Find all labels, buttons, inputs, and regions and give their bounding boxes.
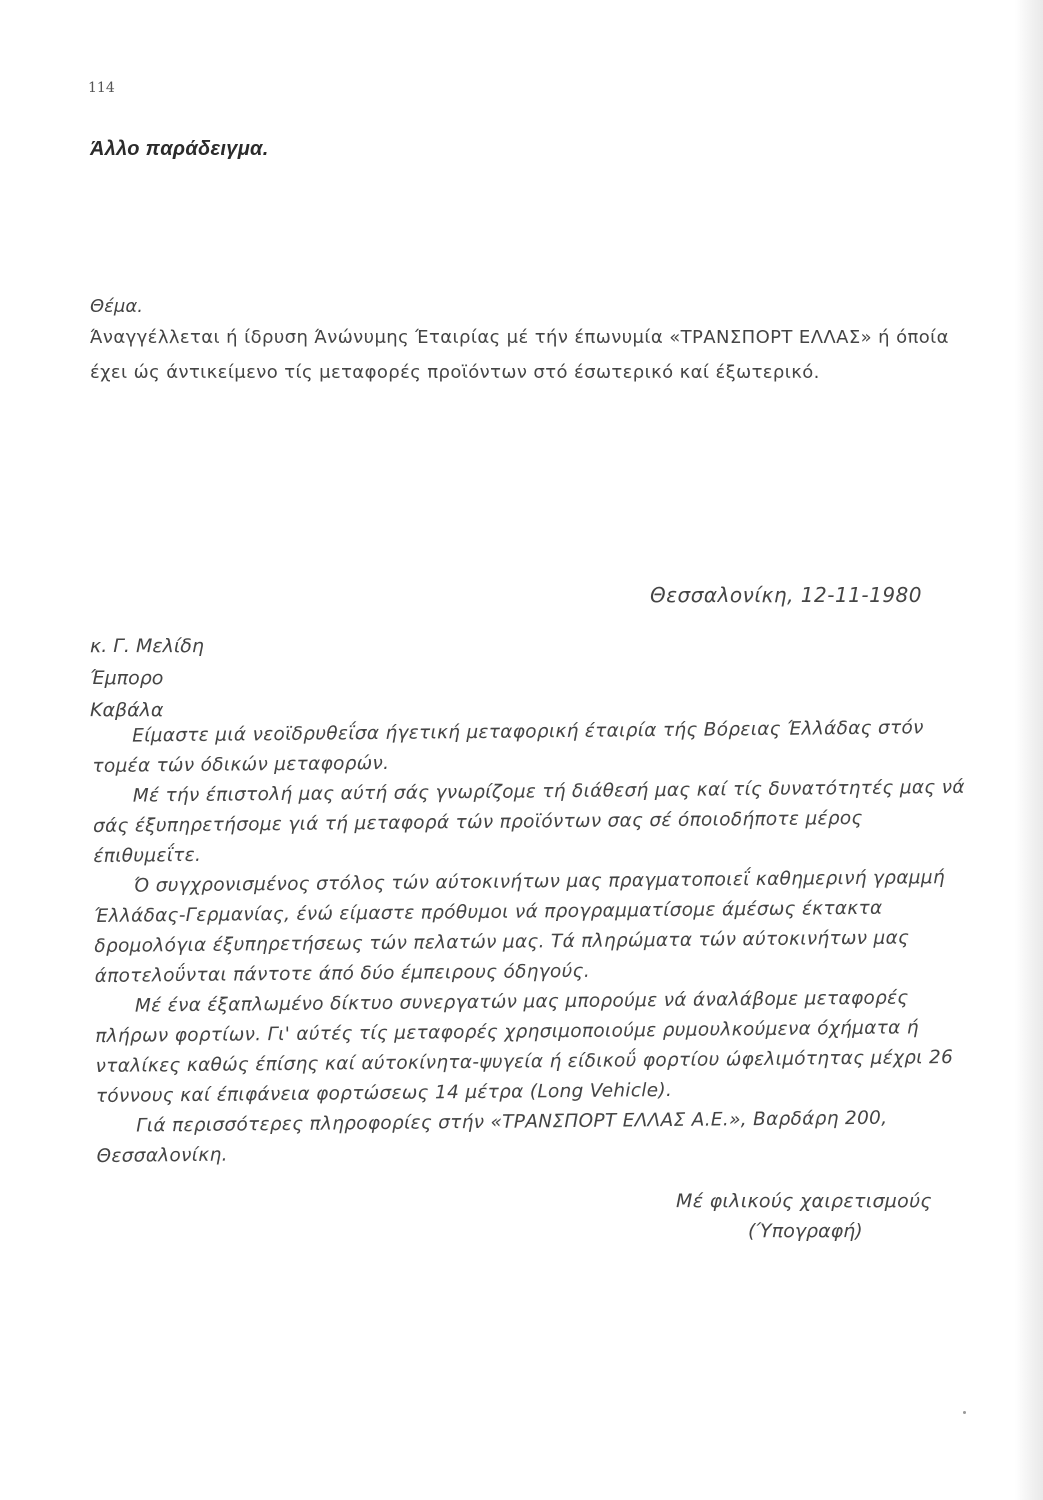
body-paragraph: Γιά περισσότερες πληροφορίες στήν «ΤΡΑΝΣΠΟΡΤ ΕΛΛΑΣ Α.Ε.», Βαρδάρη 200, Θεσσαλονίκη. — [96, 1107, 888, 1167]
subject-text: Άναγγέλλεται ή ίδρυση Άνώνυμης Έταιρίας μέ τήν έπωνυμία «ΤΡΑΝΣΠΟΡΤ ΕΛΛΑΣ» ή όποία έχει ώς άντικείμενο τίς μεταφορές προϊόντων στό έσωτερικό καί έξωτερικό. — [90, 327, 949, 383]
body-paragraph: Μέ τήν έπιστολή μας αύτή σάς γνωρίζομε τή διάθεσή μας καί τίς δυνατότητές μας νά σάς έξυπηρετήσομε γιά τή μεταφορά τών προϊόντων σας σέ όποιοδήποτε μέρος έπιθυμεΐτε. — [92, 776, 965, 867]
closing-greeting: Μέ φιλικούς χαιρετισμούς — [676, 1190, 932, 1212]
body-paragraph: Μέ ένα έξαπλωμένο δίκτυο συνεργατών μας μπορούμε νά άναλάβομε μεταφορές πλήρων φορτίων. Γι' αύτές τίς μεταφορές χρησιμοποιούμε ρυμουλκούμενα όχήματα ή νταλίκες καθώς έπίσης καί αύτοκίνητα-ψυγεία ή είδικοΰ φορτίου ώφελιμότητας μέχρι 26 τόννους καί έπιφάνεια φορτώσεως 14 μέτρα (Long Vehicle). — [95, 987, 954, 1107]
page-edge-shadow — [1015, 0, 1043, 1500]
place-date: Θεσσαλονίκη, 12-11-1980 — [650, 583, 923, 607]
body-paragraph: Ό συγχρονισμένος στόλος τών αύτοκινήτων μας πραγματοποιεΐ καθημερινή γραμμή Έλλάδας-Γερμανίας, ένώ είμαστε πρόθυμοι νά προγραμματίσομε άμέσως έκτακτα δρομολόγια έξυπηρετήσεως τών πελατών μας. Τά πληρώματα τών αύτοκινήτων μας άποτελοΰνται πάντοτε άπό δύο έμπειρους όδηγούς. — [93, 867, 946, 987]
signature-placeholder: (Ύπογραφή) — [748, 1220, 863, 1242]
recipient-block — [90, 630, 204, 726]
page-number: 114 — [88, 80, 115, 96]
subject-label: Θέμα. — [90, 296, 143, 317]
recipient-city: Καβάλα — [90, 699, 164, 721]
body-paragraph: Είμαστε μιά νεοϊδρυθεΐσα ήγετική μεταφορική έταιρία τής Βόρειας Έλλάδας στόν τομέα τών όδικών μεταφορών. — [92, 717, 924, 777]
letter-body — [92, 713, 977, 1172]
section-title: Άλλο παράδειγμα. — [90, 138, 269, 160]
recipient-role: Έμπορο — [90, 667, 164, 689]
recipient-name: κ. Γ. Μελίδη — [90, 635, 204, 657]
scan-speck — [963, 1411, 966, 1414]
